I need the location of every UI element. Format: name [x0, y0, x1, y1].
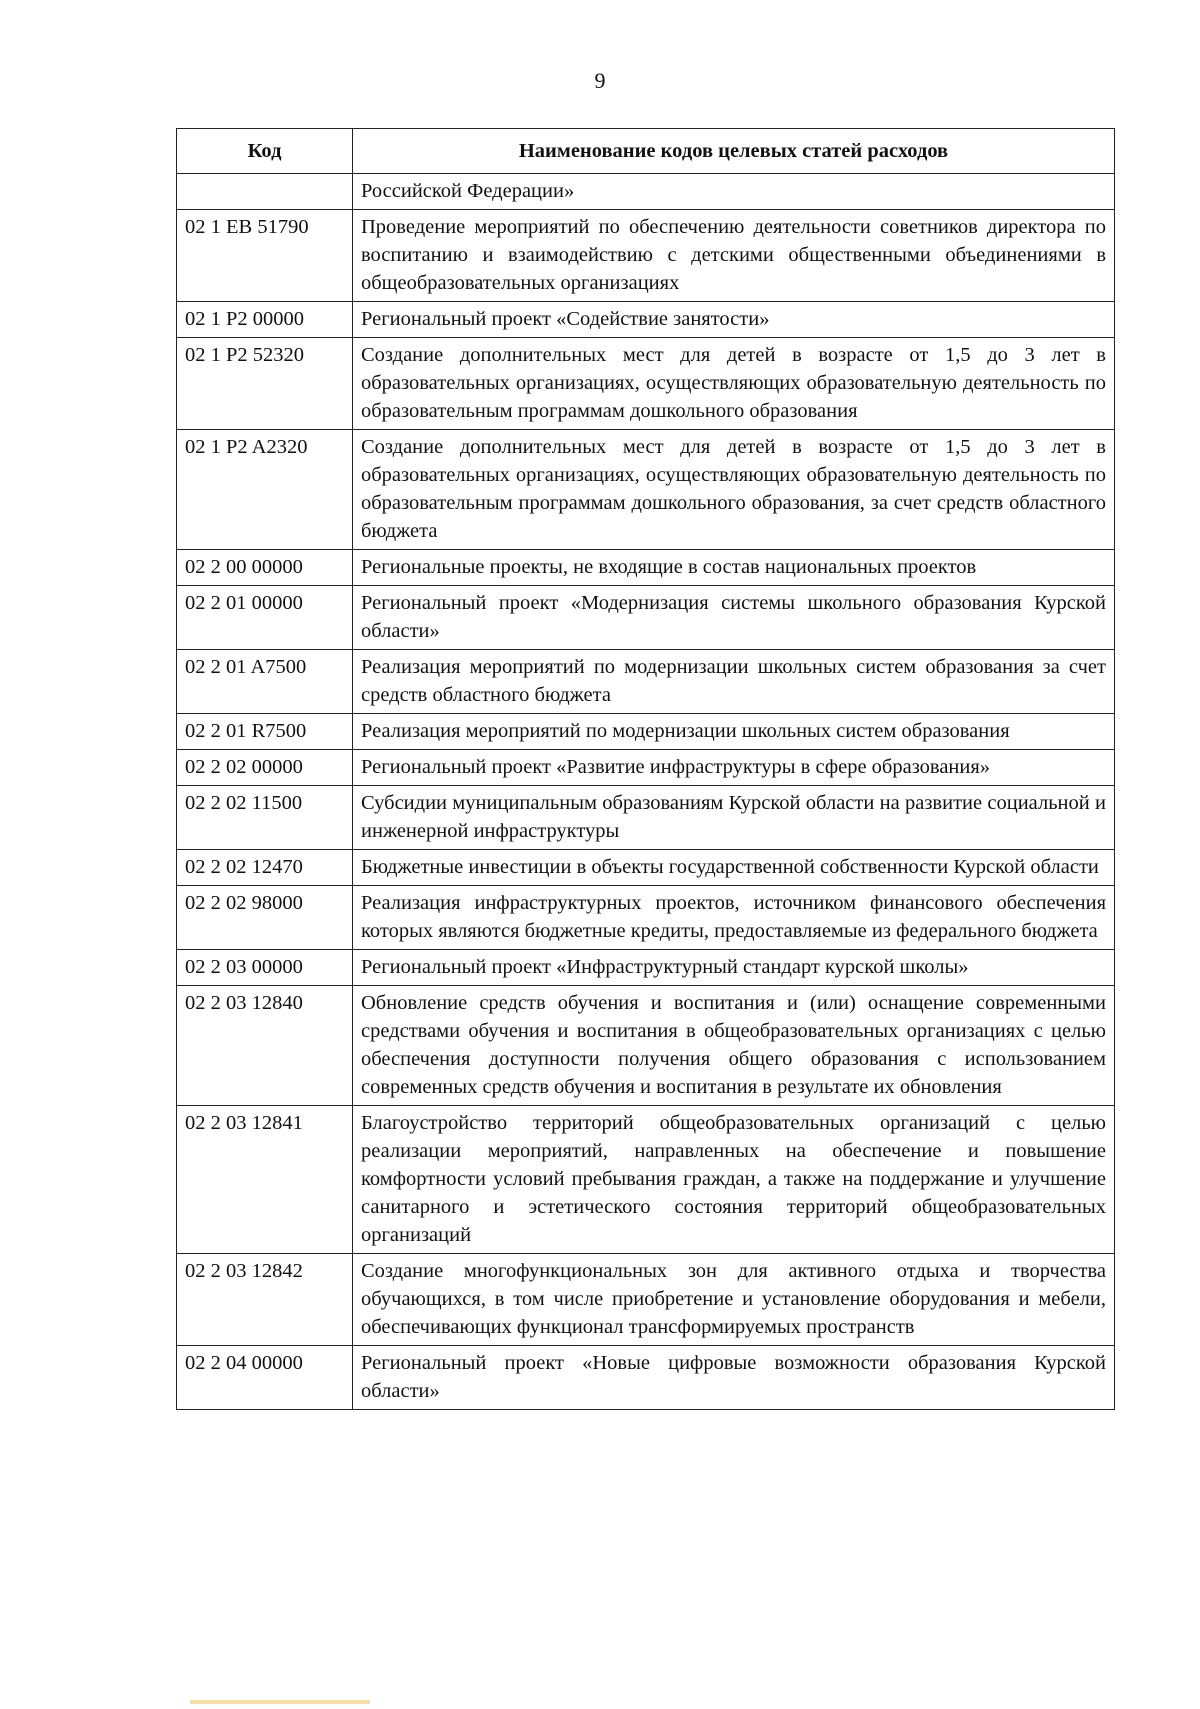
table-row [177, 586, 1115, 650]
name-cell: Региональный проект «Новые цифровые возможности образования Курской области» [353, 1346, 1115, 1410]
name-cell: Региональный проект «Инфраструктурный стандарт курской школы» [353, 950, 1115, 986]
code-cell: 02 2 00 00000 [177, 550, 353, 586]
table-row [177, 950, 1115, 986]
code-cell: 02 2 03 12840 [177, 986, 353, 1106]
code-cell: 02 2 04 00000 [177, 1346, 353, 1410]
name-cell: Реализация мероприятий по модернизации школьных систем образования [353, 714, 1115, 750]
table-row [177, 210, 1115, 302]
table-row [177, 886, 1115, 950]
code-cell: 02 2 03 12841 [177, 1106, 353, 1254]
table-row [177, 338, 1115, 430]
name-cell: Региональный проект «Содействие занятости» [353, 302, 1115, 338]
scan-artifact-mark [190, 1700, 370, 1704]
code-cell [177, 174, 353, 210]
name-cell: Проведение мероприятий по обеспечению деятельности советников директора по воспитанию и взаимодействию с детскими общественными объединениями в общеобразовательных организациях [353, 210, 1115, 302]
table-row [177, 786, 1115, 850]
name-cell: Реализация инфраструктурных проектов, источником финансового обеспечения которых являются бюджетные кредиты, предоставляемые из федерального бюджета [353, 886, 1115, 950]
table-row [177, 1346, 1115, 1410]
table-row [177, 174, 1115, 210]
code-cell: 02 2 01 00000 [177, 586, 353, 650]
code-cell: 02 1 EB 51790 [177, 210, 353, 302]
code-cell: 02 2 01 A7500 [177, 650, 353, 714]
table-header-row [177, 129, 1115, 174]
name-cell: Благоустройство территорий общеобразовательных организаций с целью реализации мероприятий, направленных на обеспечение и повышение комфортности условий пребывания граждан, а также на поддержание и улучшение санитарного и эстетического состояния территорий общеобразовательных организаций [353, 1106, 1115, 1254]
name-cell: Бюджетные инвестиции в объекты государственной собственности Курской области [353, 850, 1115, 886]
name-cell: Региональный проект «Развитие инфраструктуры в сфере образования» [353, 750, 1115, 786]
page-number: 9 [594, 68, 606, 93]
name-cell: Российской Федерации» [353, 174, 1115, 210]
table-row [177, 750, 1115, 786]
name-cell: Субсидии муниципальным образованиям Курской области на развитие социальной и инженерной инфраструктуры [353, 786, 1115, 850]
table-row [177, 1106, 1115, 1254]
table-row [177, 986, 1115, 1106]
table-row [177, 650, 1115, 714]
code-cell: 02 1 P2 00000 [177, 302, 353, 338]
table-row [177, 430, 1115, 550]
name-cell: Обновление средств обучения и воспитания и (или) оснащение современными средствами обучения и воспитания в общеобразовательных организациях с целью обеспечения доступности получения общего образования с использованием современных средств обучения и воспитания в результате их обновления [353, 986, 1115, 1106]
code-cell: 02 2 02 11500 [177, 786, 353, 850]
code-cell: 02 1 P2 52320 [177, 338, 353, 430]
name-cell: Создание многофункциональных зон для активного отдыха и творчества обучающихся, в том числе приобретение и установление оборудования и мебели, обеспечивающих функционал трансформируемых пространств [353, 1254, 1115, 1346]
code-cell: 02 1 P2 A2320 [177, 430, 353, 550]
code-cell: 02 2 03 00000 [177, 950, 353, 986]
code-cell: 02 2 02 00000 [177, 750, 353, 786]
table-row [177, 1254, 1115, 1346]
header-name: Наименование кодов целевых статей расходов [353, 129, 1115, 174]
name-cell: Региональные проекты, не входящие в состав национальных проектов [353, 550, 1115, 586]
name-cell: Реализация мероприятий по модернизации школьных систем образования за счет средств областного бюджета [353, 650, 1115, 714]
name-cell: Создание дополнительных мест для детей в возрасте от 1,5 до 3 лет в образовательных организациях, осуществляющих образовательную деятельность по образовательным программам дошкольного образования, за счет средств областного бюджета [353, 430, 1115, 550]
code-cell: 02 2 02 12470 [177, 850, 353, 886]
header-code: Код [177, 129, 353, 174]
table-row [177, 550, 1115, 586]
name-cell: Создание дополнительных мест для детей в возрасте от 1,5 до 3 лет в образовательных организациях, осуществляющих образовательную деятельность по образовательным программам дошкольного образования [353, 338, 1115, 430]
table-row [177, 302, 1115, 338]
target-expense-codes-table [176, 128, 1115, 1410]
table-row [177, 850, 1115, 886]
table-row [177, 714, 1115, 750]
code-cell: 02 2 03 12842 [177, 1254, 353, 1346]
code-cell: 02 2 01 R7500 [177, 714, 353, 750]
code-cell: 02 2 02 98000 [177, 886, 353, 950]
name-cell: Региональный проект «Модернизация системы школьного образования Курской области» [353, 586, 1115, 650]
